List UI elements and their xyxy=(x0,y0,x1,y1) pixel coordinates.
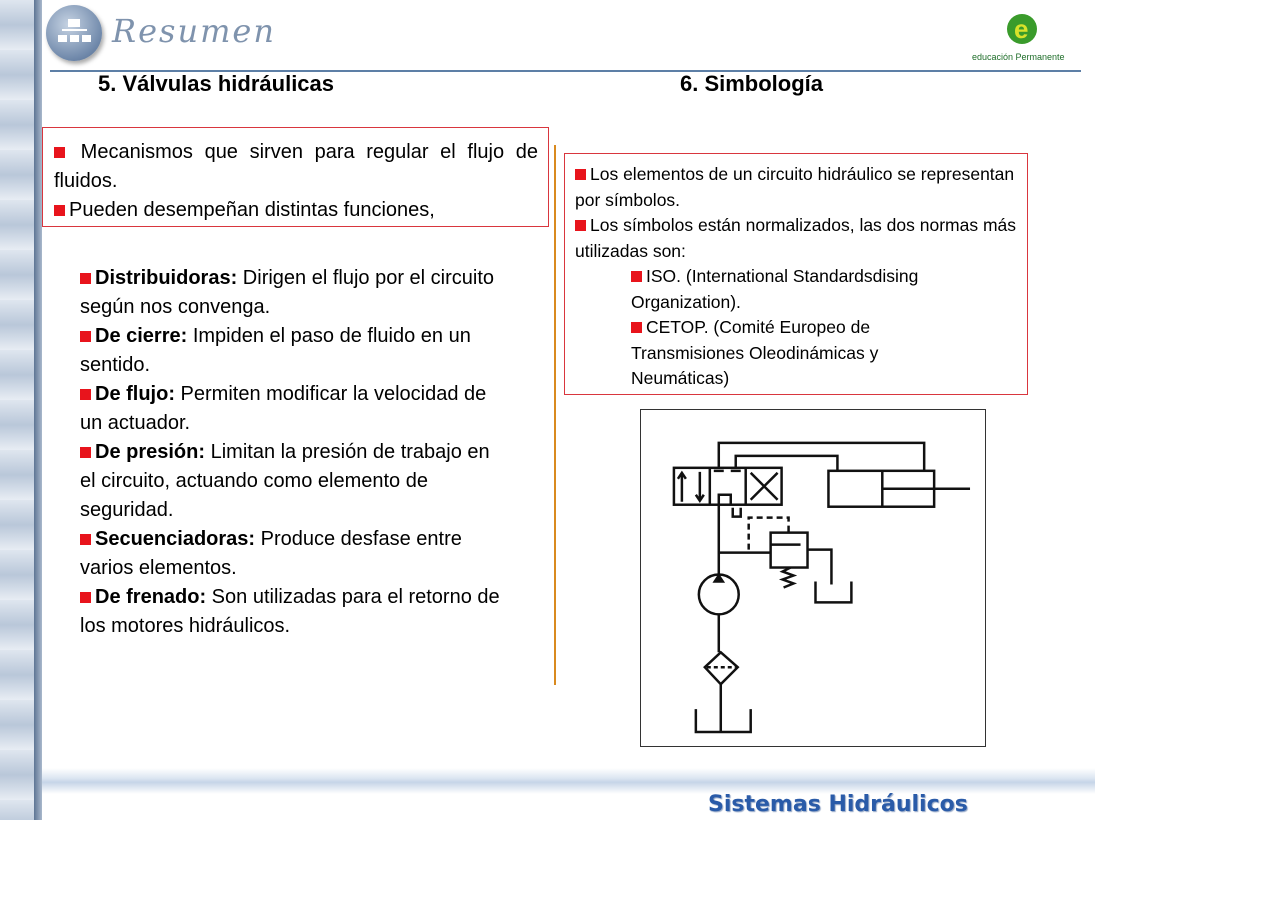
symbology-text: Los elementos de un circuito hidráulico se representan por símbolos. xyxy=(575,164,1015,210)
symbology-text: Los símbolos están normalizados, las dos normas más utilizadas son: xyxy=(575,215,1017,261)
symbology-box xyxy=(564,153,1028,395)
decorative-side-strip xyxy=(0,0,34,820)
svg-text:e: e xyxy=(1014,14,1029,44)
intro-text: Mecanismos que sirven para regular el flujo de fluidos. xyxy=(54,141,538,192)
list-item: De flujo: Permiten modificar la velocidad de un actuador. xyxy=(80,383,487,434)
norm-item: CETOP. (Comité Europeo de Transmisiones Oleodinámicas y Neumáticas) xyxy=(631,317,879,388)
list-item: Secuenciadoras: Produce desfase entre varios elementos. xyxy=(80,528,462,579)
side-bar xyxy=(34,0,42,820)
bottom-wave xyxy=(42,768,1095,794)
section-title: Resumen xyxy=(112,12,276,50)
column-divider xyxy=(554,145,556,685)
footer-title: Sistemas Hidráulicos xyxy=(708,792,968,817)
list-item: De frenado: Son utilizadas para el retorno de los motores hidráulicos. xyxy=(80,586,500,637)
intro-text: Pueden desempeñan distintas funciones, xyxy=(69,199,435,221)
svg-text:educación Permanente: educación Permanente xyxy=(972,52,1065,62)
educacion-permanente-logo xyxy=(970,5,1080,65)
hydraulic-circuit-diagram xyxy=(640,409,986,747)
list-item: De presión: Limitan la presión de trabajo en el circuito, actuando como elemento de seguridad. xyxy=(80,441,490,521)
right-heading: 6. Simbología xyxy=(680,71,824,96)
intro-box xyxy=(42,127,549,227)
left-heading: 5. Válvulas hidráulicas xyxy=(98,71,335,96)
list-item: De cierre: Impiden el paso de fluido en un sentido. xyxy=(80,325,471,376)
norm-item: ISO. (International Standardsdising Organization). xyxy=(631,266,919,312)
list-item: Distribuidoras: Dirigen el flujo por el circuito según nos convenga. xyxy=(80,267,495,318)
valve-types-list xyxy=(80,264,510,641)
org-chart-icon xyxy=(46,5,102,61)
